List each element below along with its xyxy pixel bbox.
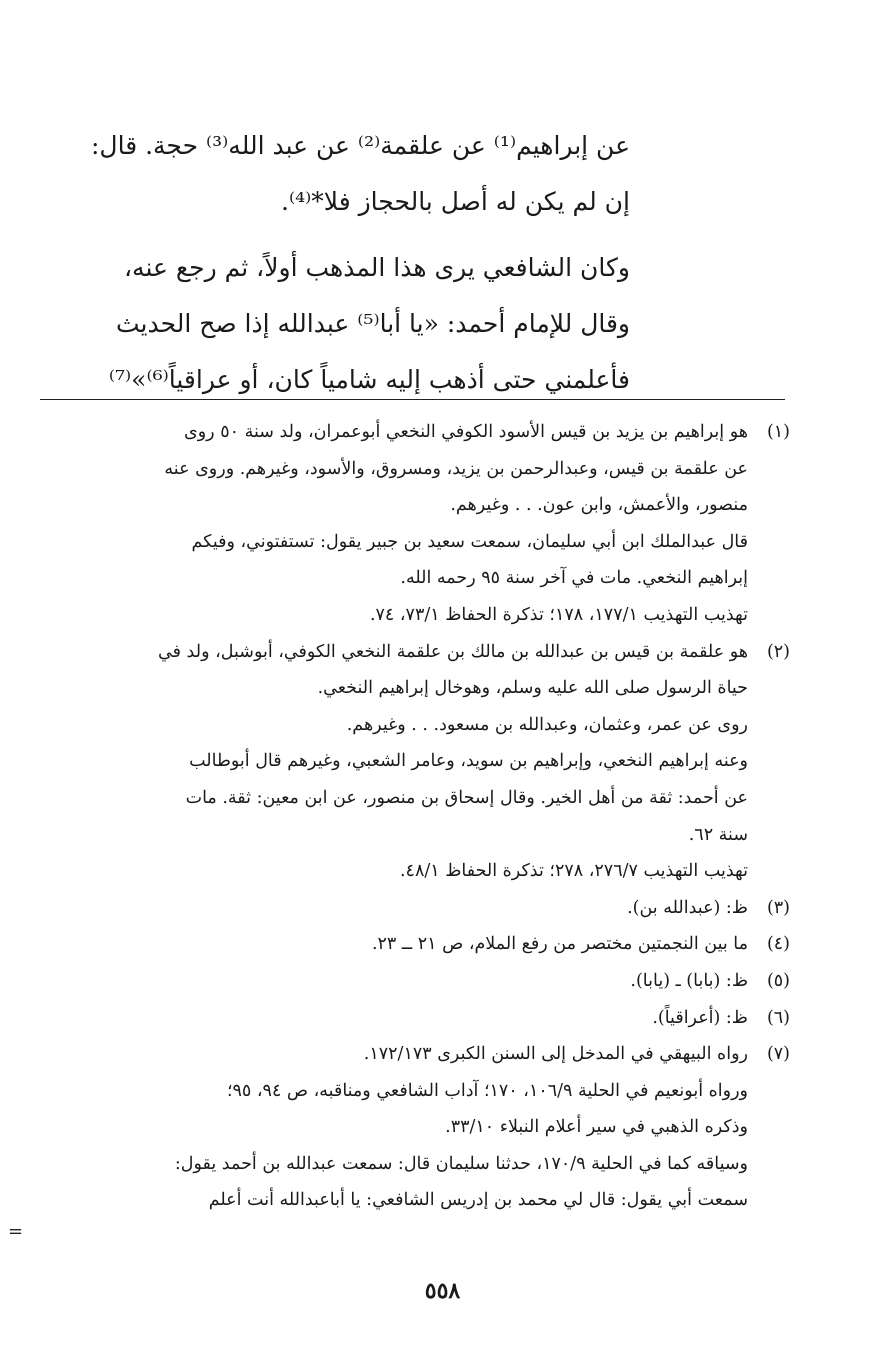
footnote-separator bbox=[40, 399, 785, 400]
footnote-number: (١) bbox=[766, 422, 790, 442]
footnote-text: هو إبراهيم بن يزيد بن قيس الأسود الكوفي النخعي أبوعمران، ولد سنة ٥٠ روى bbox=[184, 422, 748, 442]
page-number: ٥٥٨ bbox=[424, 1278, 461, 1304]
footnote-number: (٥) bbox=[766, 970, 790, 991]
footnote-line: عن أحمد: ثقة من أهل الخير. وقال إسحاق بن منصور، عن ابن معين: ثقة. مات bbox=[185, 787, 748, 808]
footnote-line: عن علقمة بن قيس، وعبدالرحمن بن يزيد، ومسروق، والأسود، وغيرهم. وروى عنه bbox=[164, 458, 748, 479]
footnote-line bbox=[40, 1000, 790, 1037]
footnote-line: حياة الرسول صلى الله عليه وسلم، وهوخال إبراهيم النخعي. bbox=[317, 678, 748, 699]
footnote-line bbox=[40, 963, 790, 1000]
footnote-line: منصور، والأعمش، وابن عون. . . وغيرهم. bbox=[450, 495, 748, 516]
footnote-number: (٦) bbox=[766, 1007, 790, 1028]
footnote-number: (٧) bbox=[766, 1044, 790, 1065]
footnote-text: هو علقمة بن قيس بن عبدالله بن مالك بن علقمة النخعي الكوفي، أبوشبل، ولد في bbox=[158, 641, 748, 662]
footnote-line: سمعت أبي يقول: قال لي محمد بن إدريس الشافعي: يا أباعبدالله أنت أعلم bbox=[208, 1190, 748, 1211]
footnote-line: وسياقه كما في الحلية ١٧٠/٩، حدثنا سليمان قال: سمعت عبدالله بن أحمد يقول: bbox=[174, 1153, 748, 1174]
footnote-number: (٢) bbox=[766, 641, 790, 662]
footnote-text: ما بين النجمتين مختصر من رفع الملام، ص ٢١ ــ ٢٣. bbox=[371, 934, 748, 955]
footnote-number: (٣) bbox=[766, 897, 790, 918]
footnote-number: (٤) bbox=[766, 934, 790, 955]
continuation-mark: = bbox=[8, 1221, 24, 1242]
footnote-line: روى عن عمر، وعثمان، وعبدالله بن مسعود. . . وغيرهم. bbox=[346, 714, 748, 735]
footnote-line: تهذيب التهذيب ١٧٧/١، ١٧٨؛ تذكرة الحفاظ ٧٣/١، ٧٤. bbox=[369, 604, 748, 625]
footnote-line bbox=[40, 634, 790, 671]
footnote-line: قال عبدالملك ابن أبي سليمان، سمعت سعيد بن جبير يقول: تستفتوني، وفيكم bbox=[191, 531, 748, 552]
footnote-line bbox=[40, 1036, 790, 1073]
main-text-line: إن لم يكن له أصل بالحجاز فلا*⁽⁴⁾. bbox=[281, 187, 630, 216]
main-text-line: فأعلمني حتى أذهب إليه شامياً كان، أو عراقياً⁽⁶⁾»⁽⁷⁾ bbox=[108, 365, 630, 394]
main-text-line: عن إبراهيم⁽¹⁾ عن علقمة⁽²⁾ عن عبد الله⁽³⁾ حجة. قال: bbox=[90, 131, 630, 160]
footnotes bbox=[40, 414, 790, 1219]
footnote-text: رواه البيهقي في المدخل إلى السنن الكبرى ١٧٢/١٧٣. bbox=[363, 1044, 748, 1065]
main-text bbox=[40, 118, 630, 408]
footnote-line: ورواه أبونعيم في الحلية ١٠٦/٩، ١٧٠؛ آداب الشافعي ومناقبه، ص ٩٤، ٩٥؛ bbox=[226, 1080, 748, 1101]
main-text-line: وقال للإمام أحمد: «يا أبا⁽⁵⁾ عبدالله إذا صح الحديث bbox=[115, 309, 630, 338]
footnote-line bbox=[40, 414, 790, 451]
footnote-line: إبراهيم النخعي. مات في آخر سنة ٩٥ رحمه الله. bbox=[400, 568, 748, 589]
footnote-text: ظ: (بابا) ـ (يابا). bbox=[630, 970, 748, 991]
footnote-line: تهذيب التهذيب ٢٧٦/٧، ٢٧٨؛ تذكرة الحفاظ ٤٨/١. bbox=[399, 861, 748, 882]
footnote-line: سنة ٦٢. bbox=[688, 824, 748, 845]
main-text-line: وكان الشافعي يرى هذا المذهب أولاً، ثم رجع عنه، bbox=[123, 253, 630, 282]
footnote-line: وعنه إبراهيم النخعي، وإبراهيم بن سويد، وعامر الشعبي، وغيرهم قال أبوطالب bbox=[189, 751, 748, 772]
footnote-line: وذكره الذهبي في سير أعلام النبلاء ٣٣/١٠. bbox=[445, 1117, 748, 1138]
footnote-line bbox=[40, 890, 790, 927]
footnote-text: ظ: (أعراقياً). bbox=[652, 1007, 748, 1028]
footnote-line bbox=[40, 926, 790, 963]
footnote-text: ظ: (عبدالله بن). bbox=[627, 897, 748, 918]
